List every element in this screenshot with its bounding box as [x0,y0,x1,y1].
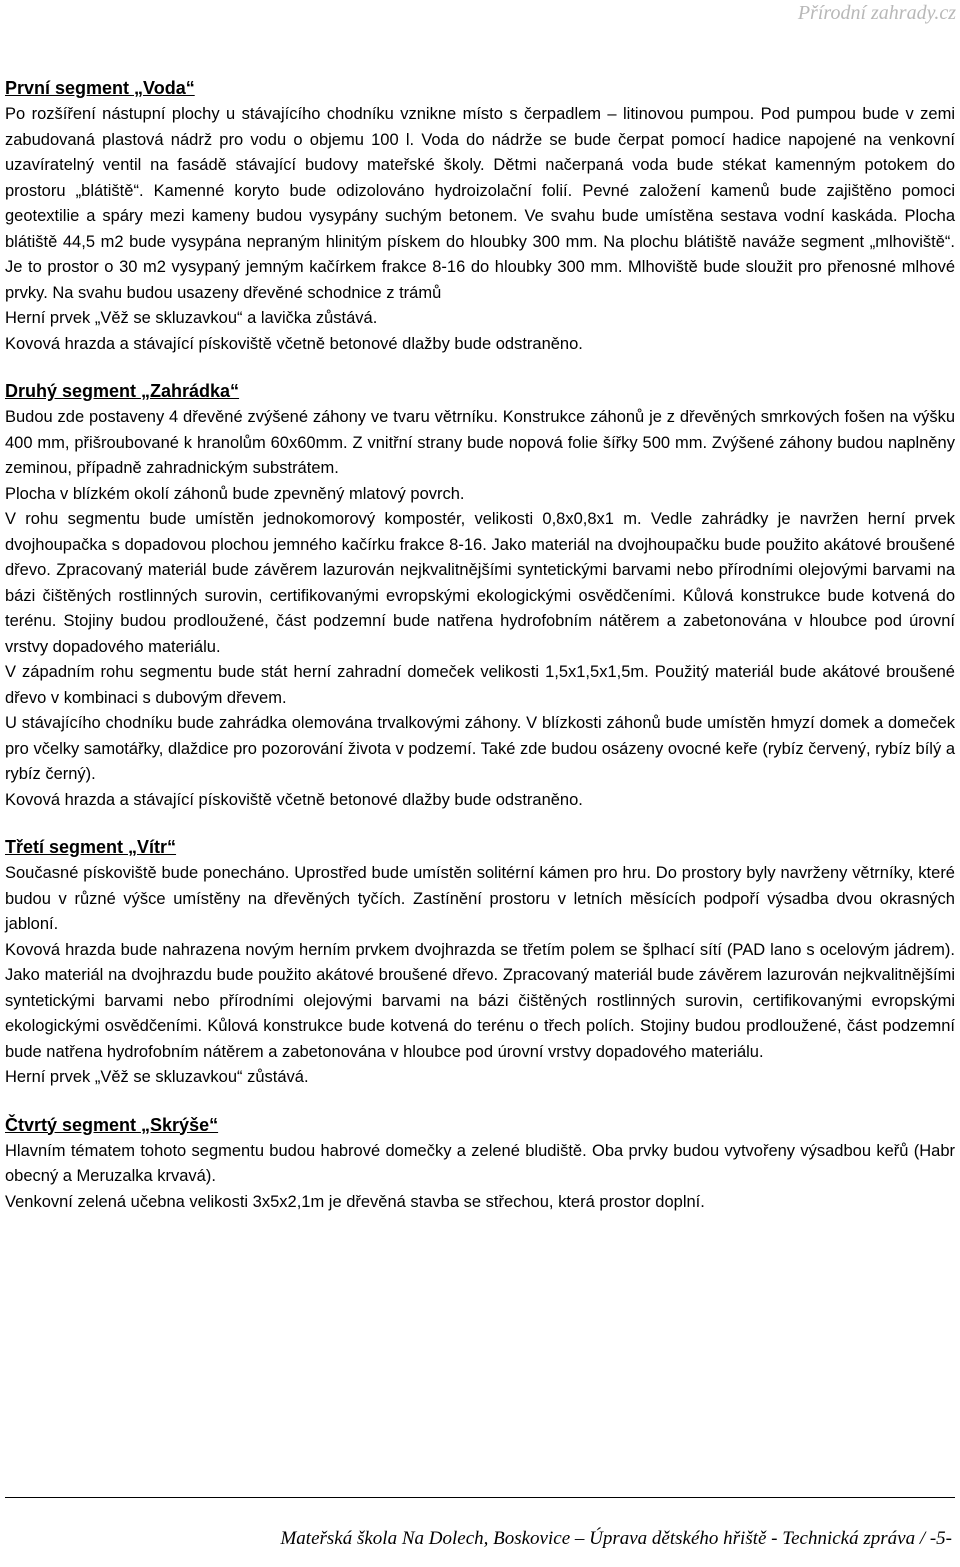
paragraph: Herní prvek „Věž se skluzavkou“ zůstává. [5,1068,309,1086]
paragraph: Kovová hrazda bude nahrazena novým herním prvkem dvojhrazda se třetím polem se šplhací sítí (PAD lano s ocelovým jádrem). Jako materiál na dvojhrazdu bude použito akátové broušené dřevo. Zpracovaný materiál bude závěrem lazurován nejkvalitnějšími syntetickými barvami nebo přírodními olejovými barvami na bázi čištěných rostlinných surovin, certifikovanými evropskými ekologickými osvědčeními. Kůlová konstrukce bude kotvená do terénu o třech polích. Stojiny budou prodloužené, část podzemní bude natřena hydrofobním nátěrem a zabetonována v hloubce pod úrovní vrstvy dopadového materiálu. [5,940,955,1061]
paragraph: Kovová hrazda a stávající pískoviště včetně betonové dlažby bude odstraněno. [5,334,583,353]
paragraph: V rohu segmentu bude umístěn jednokomorový kompostér, velikosti 0,8x0,8x1 m. Vedle zahrádky je navržen herní prvek dvojhoupačka s dopadovou plochou jemného kačírku frakce 8-16. Jako materiál na dvojhoupačku bude použito akátové broušené dřevo. Zpracovaný materiál bude závěrem lazurován nejkvalitnějšími syntetickými barvami nebo přírodními olejovými barvami na bázi čištěných rostlinných surovin, certifikovanými evropskými ekologickými osvědčeními. Kůlová konstrukce bude kotvená do terénu. Stojiny budou prodloužené, část podzemní bude natřena hydrofobním nátěrem a zabetonována v hloubce pod úrovní vrstvy dopadového materiálu. [5,510,955,656]
paragraph: V západním rohu segmentu bude stát herní zahradní domeček velikosti 1,5x1,5x1,5m. Použitý materiál bude akátové broušené dřevo v kombinaci s dubovým dřevem. [5,663,955,707]
section-vitr [5,835,955,1091]
paragraph: Plocha v blízkém okolí záhonů bude zpevněný mlatový povrch. [5,484,465,503]
paragraph: Herní prvek „Věž se skluzavkou“ a lavička zůstává. [5,309,378,327]
paragraph: Po rozšíření nástupní plochy u stávajícího chodníku vznikne místo s čerpadlem – litinovou pumpou. Pod pumpou bude v zemi zabudovaná plastová nádrž pro vodu o objemu 100 l. Voda do nádrže se bude čerpat pomocí hadice napojené na venkovní uzavíratelný ventil na fasádě stávající budovy mateřské školy. Dětmi načerpaná voda bude stékat kamenným potokem do prostoru „blátiště“. Kamenné koryto bude odizolováno hydroizolační folií. Pevné založení kamenů bude zajištěno pomoci geotextilie a spáry mezi kameny budou vysypány suchým betonem. Ve svahu bude umístěna sestava vodní kaskáda. Plocha blátiště 44,5 m2 bude vysypána nepraným hlinitým pískem do hloubky 300 mm. Na plochu blátiště naváže segment „mlhoviště“. Je to prostor o 30 m2 vysypaný jemným kačírkem frakce 8-16 do hloubky 300 mm. Mlhoviště bude sloužit pro přenosné mlhové prvky. Na svahu budou usazeny dřevěné schodnice z trámů [5,105,955,302]
page-footer: Mateřská škola Na Dolech, Boskovice – Úprava dětského hřiště - Technická zpráva / -5- [280,1528,952,1549]
paragraph: Kovová hrazda a stávající pískoviště včetně betonové dlažby bude odstraněno. [5,790,583,809]
paragraph: Budou zde postaveny 4 dřevěné zvýšené záhony ve tvaru větrníku. Konstrukce záhonů je z dřevěných smrkových fošen na výšku 400 mm, přišroubované k hranolům 60x60mm. Z vnitřní strany bude nopová folie šířky 500 mm. Zvýšené záhony budou naplněny zeminou, případně zahradnickým substrátem. [5,408,955,477]
section-heading: První segment „Voda“ [5,78,195,98]
paragraph: Venkovní zelená učebna velikosti 3x5x2,1m je dřevěná stavba se střechou, která prostor doplní. [5,1192,705,1211]
site-header: Přírodní zahrady.cz [797,2,956,24]
paragraph: Současné pískoviště bude ponecháno. Uprostřed bude umístěn solitérní kámen pro hru. Do prostory byly navrženy větrníky, které budou v různé výšce umístěny na dřevěných tyčích. Zastínění prostoru v letních měsících podpoří výsadba dvou okrasných jabloní. [5,864,955,933]
section-heading: Čtvrtý segment „Skrýše“ [5,1114,219,1135]
section-zahradka [5,379,955,813]
footer-divider [5,1497,955,1498]
paragraph: U stávajícího chodníku bude zahrádka olemována trvalkovými záhony. V blízkosti záhonů bude umístěn hmyzí domek a domeček pro včelky samotářky, dlaždice pro pozorování života v podzemí. Také zde budou osázeny ovocné keře (rybíz červený, rybíz bílý a rybíz černý). [5,714,955,783]
document-body [5,76,955,1237]
section-skryse [5,1113,955,1216]
section-heading: Druhý segment „Zahrádka“ [5,381,240,401]
section-heading: Třetí segment „Vítr“ [5,837,177,857]
section-voda [5,76,955,357]
paragraph: Hlavním tématem tohoto segmentu budou habrové domečky a zelené bludiště. Oba prvky budou vytvořeny výsadbou keřů (Habr obecný a Meruzalka krvavá). [5,1141,955,1185]
